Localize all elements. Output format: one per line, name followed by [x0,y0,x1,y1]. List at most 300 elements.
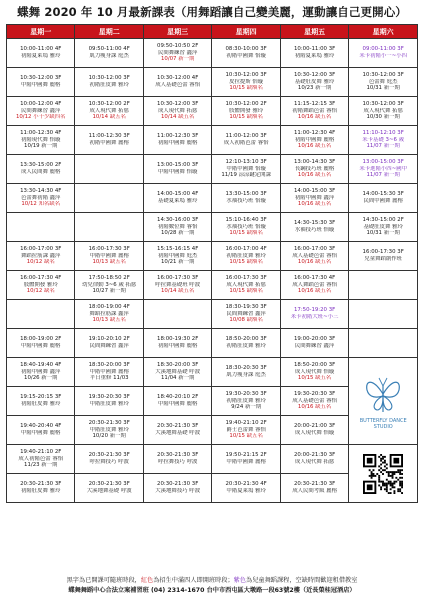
class-time: 09:50-11:00 4F [88,46,130,53]
class-cell-sat [349,184,418,213]
class-note: 10/19 新一期 [24,143,58,150]
class-time: 20:00-21:30 3F [293,452,336,459]
class-cell-fri [280,445,348,474]
class-cell-tue [75,184,143,213]
class-time: 13:30-14:30 4F [20,188,62,195]
class-name: 初階現代舞 怡璇 [21,136,61,143]
class-cell-mon [7,300,75,329]
class-cell-thu [212,416,280,445]
class-cell-wed [143,68,211,97]
class-time: 14:00-15:00 3F [293,188,336,195]
class-cell-thu [212,155,280,184]
schedule-row [7,300,418,329]
class-cell-thu [212,271,280,300]
class-note: 10/16 缺五名 [297,172,332,179]
class-note: 10/16 缺五名 [297,114,332,121]
class-name: 初階中國舞 庭杰 [157,252,198,259]
class-note: 10/20 新一期 [92,433,126,440]
schedule-row [7,271,418,300]
schedule-row [7,358,418,387]
class-cell-wed [143,329,211,358]
class-time: 11:10-12:10 3F [362,130,404,137]
day-header-wed: 星期三 [143,25,211,39]
class-name: 民間舞練習 鑫萍 [89,343,129,349]
class-time: 10:30-12:00 3F [157,101,199,108]
class-cell-fri [280,97,348,126]
class-time: 16:00-17:00 3F [293,246,336,253]
class-name: 初階中國舞 麗榕 [294,136,335,143]
class-time: 10:30-12:00 3F [362,72,404,79]
class-time: 14:00-15:30 3F [362,191,404,198]
class-name: 初階中國舞 麗榕 [157,140,198,146]
class-time: 20:30-21:30 3F [88,452,130,459]
day-header-tue: 星期二 [75,25,143,39]
class-time: 18:00-19:00 2F [20,336,62,343]
class-time: 20:00-21:00 3F [293,423,336,430]
class-note: 10/14 缺五名 [92,114,126,121]
class-cell-wed [143,474,211,503]
class-time: 11:00-12:30 4F [20,130,62,137]
class-time: 11:00-12:00 3F [225,133,267,140]
class-time: 17:50-19:20 3F [293,307,336,314]
class-time: 15:15-16:15 4F [157,246,199,253]
class-cell-mon [7,242,75,271]
class-cell-tue [75,39,143,68]
studio-logo-name: BUTTERFLY DANCE STUDIO [359,418,407,430]
class-name: 成人現代舞 拓慈 [89,107,129,114]
class-cell-tue [75,271,143,300]
studio-address: 蝶舞舞蹈中心合法立案補習班 (04) 2314-1670 台中市西屯區大墩路一段63號2樓（近長榮桂冠酒店） [68,587,356,594]
class-time: 11:00-12:30 3F [88,133,130,140]
class-name: 中階肚皮舞 雅玲 [89,426,129,433]
class-time: 20:30-21:30 3F [293,481,336,488]
class-time: 18:40-19:40 4F [20,362,62,369]
class-name: 基礎肚皮舞 雅玲 [294,78,335,85]
studio-logo-cell [349,358,418,445]
class-name: 初階中國舞 鑫萍 [21,368,61,375]
class-name: 中階中國舞 麗榕 [89,252,129,259]
schedule-row [7,242,418,271]
class-note: 10/14 缺五名 [160,288,195,295]
class-time: 18:30-19:30 3F [225,304,267,311]
class-name: 初階肚皮舞 雅玲 [21,401,61,407]
class-name: 米卡初階小一~小四 [359,53,407,59]
class-time: 20:30-21:30 3F [157,481,199,488]
class-note: 10/15 缺額名 [229,85,263,92]
schedule-row [7,184,418,213]
class-name: 初階夏萊塢 雅玲 [294,53,335,59]
legend-purple-word: 紫色 [233,577,247,584]
legend-red-word: 紅色 [140,577,154,584]
class-note: 11/07 新一期 [366,172,400,179]
class-note: 10/15 缺額名 [229,230,263,237]
class-note: 11/23 新一期 [24,462,58,469]
class-time: 16:00-17:30 4F [20,275,62,282]
butterfly-logo-icon [363,372,403,418]
class-name: 中階夏萊塢 雅玲 [226,488,266,494]
class-name: 中階中國舞 怡璇 [157,169,198,175]
class-time: 19:30-20:30 3F [225,391,267,398]
class-time: 15:10-16:40 3F [225,217,267,224]
class-name: 皮拉提斯 怡璇 [229,78,264,85]
class-name: 成人民間考級 麗榕 [292,488,338,494]
class-cell-fri [280,474,348,503]
class-name: 成人舞蹈芭蕾 睿怡 [292,281,338,288]
class-note: 10/15 缺額名 [229,259,263,266]
class-note: 10/08 缺額名 [229,317,263,324]
class-note: 11/07 新一期 [366,143,400,150]
class-name: 肢體開發 雅玲 [229,107,264,114]
class-time: 16:00-17:00 3F [20,246,62,253]
class-time: 20:30-21:30 3F [157,452,199,459]
class-time: 19:40-21:10 2F [225,420,267,427]
class-cell-sat [349,300,418,329]
class-name: 成人現代舞 拓慈 [157,107,198,114]
class-note: 10/31 新一期 [366,230,400,237]
class-note: 9/24 新一期 [231,404,262,411]
class-name: 舞蹈拉筋課 鑫萍 [21,252,61,259]
class-time: 13:30-15:00 2F [20,162,62,169]
class-cell-mon [7,445,75,474]
class-name: 成人現代舞 拓慈 [363,107,403,114]
class-name: 初階肚皮舞 雅玲 [89,82,129,88]
class-name: 水袖技巧班 怡璇 [226,223,266,230]
class-name: 成人現代舞 怡璇 [294,368,335,375]
class-cell-mon [7,155,75,184]
class-name: 初階肚皮舞 雅玲 [226,252,266,259]
class-name: 米卡基礎 3~6 歲 [362,136,405,143]
class-note: 10/30 新一期 [366,114,400,121]
class-note: 10/21 新一期 [160,259,195,266]
class-name: 米卡進階小四~國中 [359,165,407,172]
schedule-row [7,213,418,242]
class-name: 民間舞練習 鑫萍 [226,310,266,317]
class-cell-fri [280,39,348,68]
class-note: 11/04 新一期 [160,375,195,382]
class-name: 初階中國舞 鑫萍 [294,194,335,201]
class-time: 09:00-11:00 3F [362,46,404,53]
class-cell-tue [75,387,143,416]
class-cell-fri [280,300,348,329]
class-cell-wed [143,39,211,68]
class-name: 中階中國舞 麗榕 [226,459,266,465]
class-time: 14:30-15:00 2F [362,217,404,224]
class-note: 10/31 新一期 [366,85,400,92]
qr-code-cell [349,445,418,503]
class-cell-mon [7,416,75,445]
class-name: 初階中國舞 麗榕 [157,343,198,349]
schedule-row [7,329,418,358]
class-cell-wed [143,126,211,155]
class-time: 20:30-21:30 3F [88,420,130,427]
class-cell-sat [349,329,418,358]
class-time: 10:30-12:00 4F [157,75,199,82]
class-note: 10/26 新一期 [24,375,58,382]
class-cell-mon [7,126,75,155]
class-cell-tue [75,416,143,445]
class-time: 10:30-12:00 2F [88,101,130,108]
qr-code-icon[interactable] [363,454,403,494]
class-cell-thu [212,474,280,503]
class-note: 10/12 缺名 [26,259,55,266]
class-time: 20:30-21:30 3F [20,481,62,488]
class-cell-mon [7,184,75,213]
class-cell-wed [143,358,211,387]
class-note: 10/16 缺五名 [297,201,332,208]
day-header-row [7,25,418,39]
class-cell-fri [280,358,348,387]
schedule-row [7,445,418,474]
class-name: 水袖技巧班 怡璇 [226,198,266,204]
class-note: 10/07 新一期 [160,56,195,63]
class-cell-wed [143,242,211,271]
class-name: 呼拉舞基礎班 呼波 [155,281,201,288]
class-cell-sat [349,213,418,242]
class-time: 10:30-12:00 3F [20,75,62,82]
schedule-row [7,39,418,68]
class-cell-wed [143,155,211,184]
class-cell-wed [143,445,211,474]
class-name: 民間舞練習 鑫萍 [157,49,198,56]
class-time: 14:00-15:00 4F [157,191,199,198]
class-cell-tue [75,97,143,126]
class-time: 18:30-20:30 3F [225,365,267,372]
class-cell-fri [280,213,348,242]
day-header-fri: 星期五 [280,25,348,39]
class-cell-sat [349,242,418,271]
class-time: 10:30-12:00 2F [225,101,267,108]
class-time: 18:40-20:10 2F [157,394,199,401]
class-note: 10/13 缺五名 [92,259,126,266]
class-cell-wed [143,184,211,213]
class-name: 肌力瘦身課 庭杰 [226,372,266,378]
class-cell-fri [280,184,348,213]
class-cell-sat [349,126,418,155]
class-name: 芭蕾舞初階 鑫萍 [21,194,61,201]
class-cell-sat [349,97,418,126]
class-cell-mon [7,474,75,503]
class-time: 10:30-12:00 3F [88,75,130,82]
class-cell-wed [143,387,211,416]
class-time: 08:30-10:00 3F [225,46,267,53]
class-name: 初階舞蹈芭蕾 睿怡 [292,107,338,114]
class-note: 10/28 新一期 [160,230,195,237]
class-name: 民間中國舞 麗榕 [363,198,403,204]
class-cell-mon [7,329,75,358]
class-time: 16:00-17:00 4F [225,246,267,253]
class-time: 16:00-17:30 3F [225,275,267,282]
class-cell-mon [7,387,75,416]
class-name: 基礎肚皮舞 雅玲 [363,223,403,230]
class-cell-thu [212,445,280,474]
class-name: 肢體開發 雅玲 [23,281,58,288]
class-time: 19:40-21:10 2F [20,449,62,456]
class-cell-sat [349,68,418,97]
class-time: 11:00-12:30 4F [293,130,336,137]
class-time: 18:50-20:00 3F [293,362,336,369]
class-cell-fri [280,387,348,416]
class-note: 10/15 缺額名 [229,114,263,121]
class-time: 18:30-20:00 3F [88,362,130,369]
class-name: 大溪地舞技巧 呼波 [155,488,201,494]
class-cell-sat [349,271,418,300]
class-name: 成人現代舞 怡璇 [294,430,335,436]
class-name: 成人基礎芭蕾 睿怡 [155,82,201,88]
class-name: 初階夏萊塢 雅玲 [21,53,61,59]
class-name: 初階肚皮舞 雅玲 [226,397,266,404]
class-time: 16:00-17:30 3F [88,246,130,253]
class-cell-fri [280,126,348,155]
class-time: 19:50-21:15 2F [225,452,267,459]
class-note: 10/27 新一期 [92,288,126,295]
class-name: 水袖技巧班 怡璇 [294,227,335,233]
legend-text-e: 為兒童舞蹈課程，空缺時間歡迎租借教室 [246,577,358,584]
class-note: 10/12 小十少缺四名 [15,114,66,121]
class-cell-tue [75,213,143,242]
class-name: 中階中國舞 麗榕 [157,401,198,407]
schedule-body [7,39,418,503]
class-cell-fri [280,329,348,358]
class-note: 10/15 缺五名 [229,433,263,440]
class-note: 10/13 缺五名 [92,317,126,324]
legend-note [0,575,424,584]
class-cell-tue [75,474,143,503]
class-cell-tue [75,329,143,358]
class-cell-tue [75,155,143,184]
class-name: 中階中國舞 麗榕 [21,343,61,349]
class-time: 10:00-11:00 3F [293,46,336,53]
class-cell-thu [212,242,280,271]
class-cell-tue [75,445,143,474]
class-time: 13:30-15:00 3F [225,191,267,198]
class-time: 13:00-15:00 3F [362,159,404,166]
class-name: 成人民間舞 麗榕 [21,169,61,175]
class-name: 舞蹈拉筋課 鑫萍 [89,310,129,317]
class-name: 兒童舞蹈創作班 [364,256,403,262]
class-time: 16:00-17:30 3F [157,275,199,282]
class-name: 長鋼技巧班 麗榕 [294,165,335,172]
class-note: 10/16 缺五名 [297,288,332,295]
class-name: 成人初階芭蕾 睿怡 [18,455,64,462]
class-note: 10/12 缺名 [26,288,55,295]
class-note: 10/12 知名缺名 [21,201,61,208]
class-time: 17:50-18:50 2F [88,275,130,282]
class-cell-thu [212,329,280,358]
class-name: 米卡初階大班~小三 [290,314,339,320]
class-name: 中階中國舞 麗榕 [21,430,61,436]
class-name: 民間舞練習 鑫萍 [294,343,335,349]
schedule-row [7,97,418,126]
class-time: 18:30-20:00 3F [157,362,199,369]
class-name: 中階中國舞 麗榕 [21,82,61,88]
class-cell-mon [7,39,75,68]
class-cell-fri [280,68,348,97]
class-name: 肌力瘦身課 庭杰 [89,53,129,59]
class-note: 11/19 涼涼鍵定開課 [221,172,271,179]
class-cell-wed [143,97,211,126]
class-name: 成人現代舞 拓慈 [226,281,266,288]
class-time: 14:30-15:30 3F [293,220,336,227]
class-name: 呼拉舞技巧 呼波 [157,459,198,465]
class-cell-thu [212,184,280,213]
class-time: 18:00-19:00 4F [88,304,130,311]
class-time: 19:00-20:00 3F [293,336,336,343]
class-note: 10/16 缺五名 [297,259,332,266]
class-cell-thu [212,126,280,155]
class-time: 14:30-16:00 3F [157,217,199,224]
class-name: 初階肚皮舞 雅玲 [226,343,266,349]
class-name: 大溪地舞基礎 呼波 [155,430,201,436]
class-time: 20:30-21:30 4F [225,481,267,488]
class-note: 10/16 缺五名 [297,143,332,150]
class-time: 16:00-17:30 3F [362,249,404,256]
class-time: 19:15-20:15 3F [20,394,62,401]
class-name: 大溪地舞基礎 呼波 [155,368,201,375]
class-time: 11:15-12:15 3F [293,101,336,108]
class-cell-wed [143,416,211,445]
class-name: 大溪地舞基礎 呼波 [86,488,132,494]
class-name: 成人基礎芭蕾 睿怡 [292,397,338,404]
class-cell-fri [280,242,348,271]
class-time: 18:50-20:00 3F [225,336,267,343]
class-time: 19:30-20:30 3F [88,394,130,401]
class-time: 19:10-20:10 2F [88,336,130,343]
class-time: 20:30-21:30 3F [157,423,199,430]
class-name: 爵士芭蕾舞 睿怡 [226,426,266,433]
class-cell-tue [75,68,143,97]
class-cell-mon [7,97,75,126]
class-cell-fri [280,416,348,445]
day-header-sat: 星期六 [349,25,418,39]
class-name: 初階數位舞 睿怡 [157,223,198,230]
class-note: 10/23 新一期 [297,85,332,92]
class-name: 成人現代舞 拓慈 [294,459,335,465]
class-time: 10:30-12:00 3F [225,72,267,79]
class-name: 中階中國舞 怡璇 [226,165,266,172]
class-cell-thu [212,39,280,68]
class-name: 基礎夏萊塢 雅玲 [157,198,198,204]
schedule-row [7,155,418,184]
class-cell-sat [349,39,418,68]
class-cell-thu [212,358,280,387]
class-time: 10:30-12:00 3F [362,101,404,108]
class-time: 10:30-12:00 3F [293,72,336,79]
class-name: 中階肚皮舞 雅玲 [89,401,129,407]
class-cell-mon [7,213,75,242]
class-cell-mon [7,271,75,300]
day-header-mon: 星期一 [7,25,75,39]
class-note: 10/15 缺五名 [297,375,332,382]
class-cell-mon [7,68,75,97]
class-time: 13:00-14:30 3F [293,159,336,166]
class-cell-tue [75,358,143,387]
schedule-row [7,68,418,97]
legend-text-c: 為招生中滿四人即開班時段； [153,577,234,584]
class-note: 平日重修 11/03 [89,375,129,382]
page-title: 蝶舞 2020 年 10 月最新課表（用舞蹈讓自己變美麗，運動讓自己更開心） [17,5,407,19]
class-time: 10:00-12:00 4F [20,101,62,108]
class-time: 13:00-15:00 3F [157,162,199,169]
class-cell-wed [143,213,211,242]
class-name: 成人基礎芭蕾 睿怡 [292,252,338,259]
class-name: 成人初階芭蕾 睿怡 [223,140,269,146]
day-header-thu: 星期四 [212,25,280,39]
class-cell-thu [212,97,280,126]
class-time: 19:30-20:30 3F [293,391,336,398]
class-name: 中階中國舞 麗榕 [89,368,129,375]
class-cell-fri [280,271,348,300]
class-time: 09:50-10:50 2F [157,43,199,50]
